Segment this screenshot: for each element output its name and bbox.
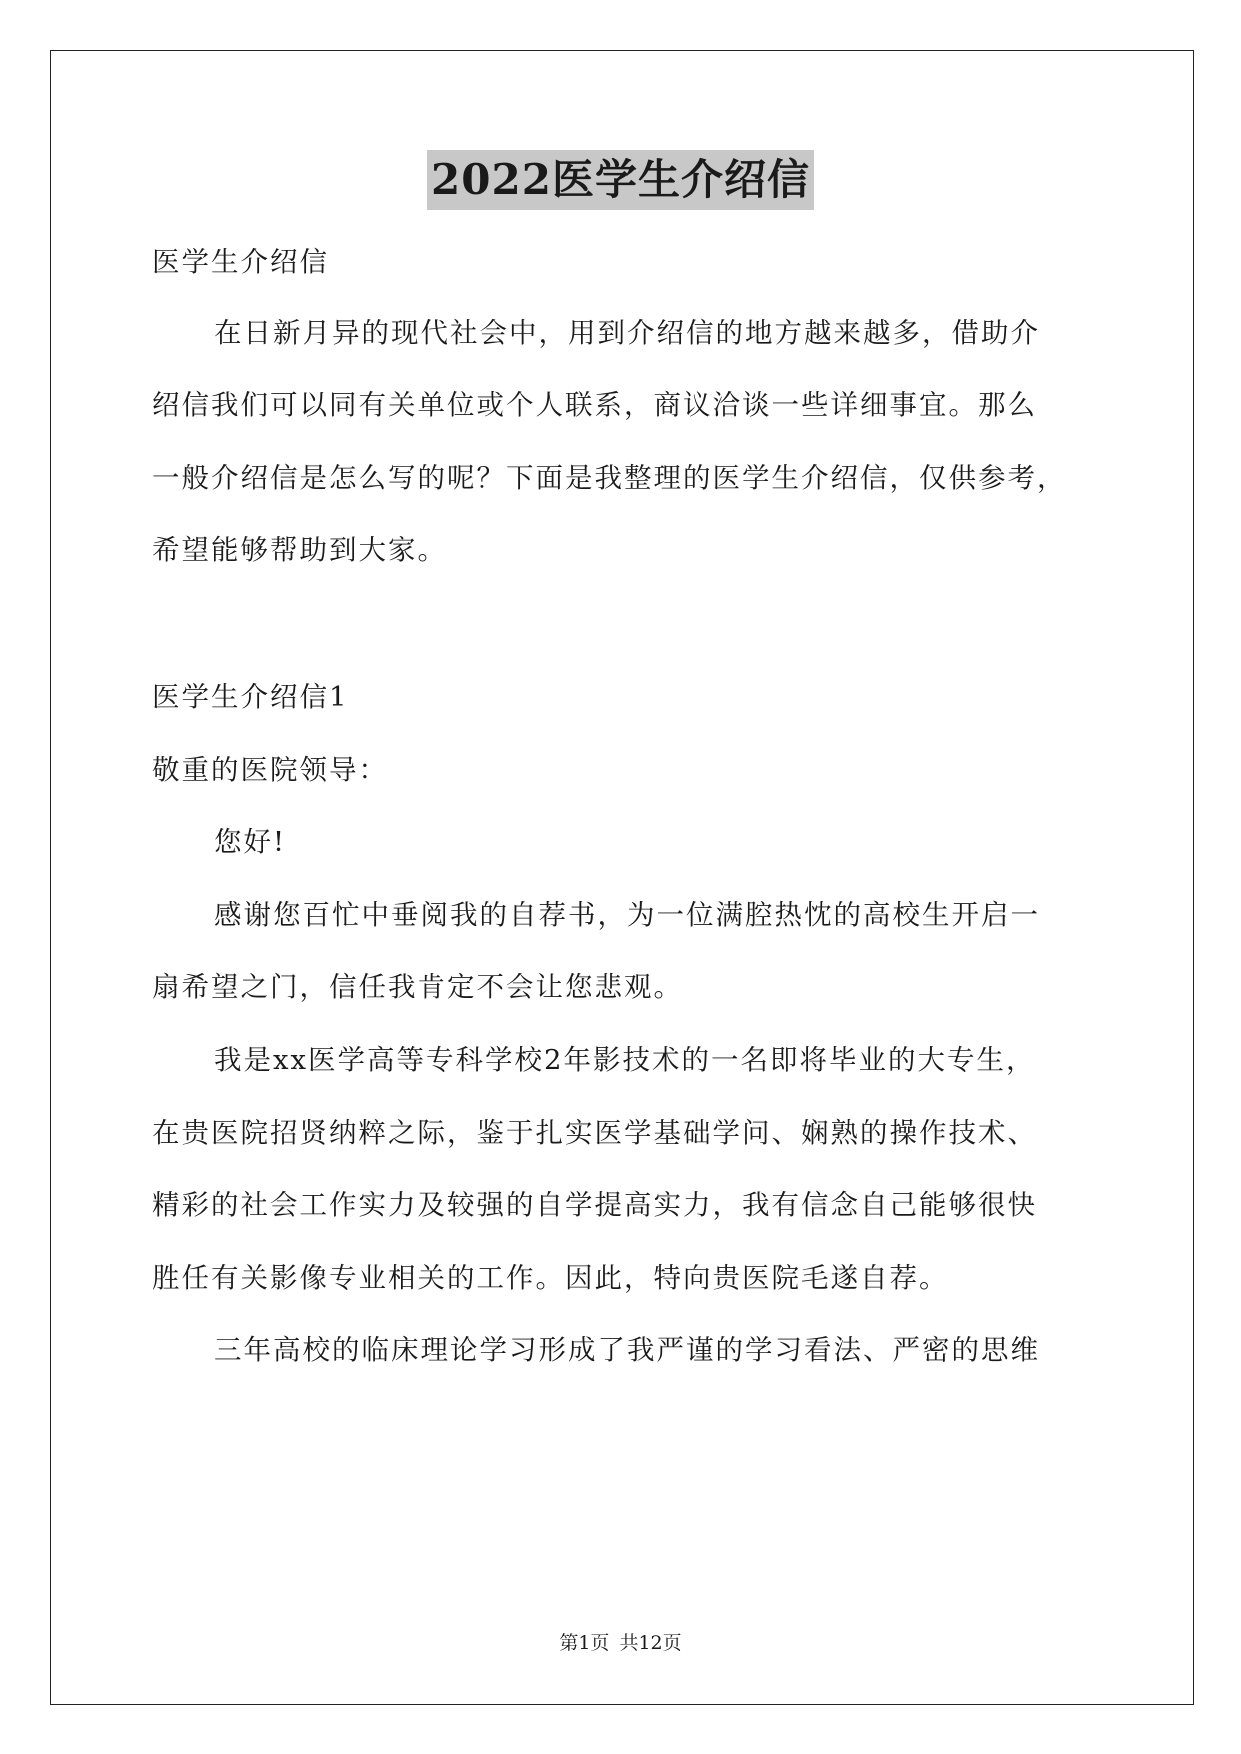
section-heading: 医学生介绍信1 bbox=[152, 681, 349, 713]
intro-line-2: 绍信我们可以同有关单位或个人联系，商议洽谈一些详细事宜。那么 bbox=[152, 389, 1037, 421]
page-total: 共12页 bbox=[619, 1632, 682, 1654]
para1-line-1: 感谢您百忙中垂阅我的自荐书，为一位满腔热忱的高校生开启一 bbox=[214, 899, 1040, 931]
subtitle: 医学生介绍信 bbox=[152, 246, 329, 278]
para2-line-2: 在贵医院招贤纳粹之际，鉴于扎实医学基础学问、娴熟的操作技术、 bbox=[152, 1117, 1037, 1149]
page-border bbox=[50, 50, 1194, 1705]
para3-line-1: 三年高校的临床理论学习形成了我严谨的学习看法、严密的思维 bbox=[214, 1334, 1040, 1366]
intro-line-3: 一般介绍信是怎么写的呢？下面是我整理的医学生介绍信，仅供参考， bbox=[152, 462, 1067, 494]
intro-line-4: 希望能够帮助到大家。 bbox=[152, 534, 447, 566]
intro-line-1: 在日新月异的现代社会中，用到介绍信的地方越来越多，借助介 bbox=[214, 317, 1040, 349]
greeting: 您好! bbox=[214, 826, 287, 858]
title-wrapper bbox=[0, 150, 1241, 210]
para2-line-4: 胜任有关影像专业相关的工作。因此，特向贵医院毛遂自荐。 bbox=[152, 1262, 949, 1294]
page-number: 第1页 bbox=[559, 1632, 610, 1654]
para1-line-2: 扇希望之门，信任我肯定不会让您悲观。 bbox=[152, 971, 683, 1003]
para2-line-1: 我是xx医学高等专科学校2年影技术的一名即将毕业的大专生， bbox=[214, 1044, 1036, 1076]
para2-line-3: 精彩的社会工作实力及较强的自学提高实力，我有信念自己能够很快 bbox=[152, 1189, 1037, 1221]
document-title: 2022医学生介绍信 bbox=[427, 150, 814, 210]
salutation: 敬重的医院领导： bbox=[152, 754, 388, 786]
page-footer bbox=[0, 1630, 1241, 1656]
